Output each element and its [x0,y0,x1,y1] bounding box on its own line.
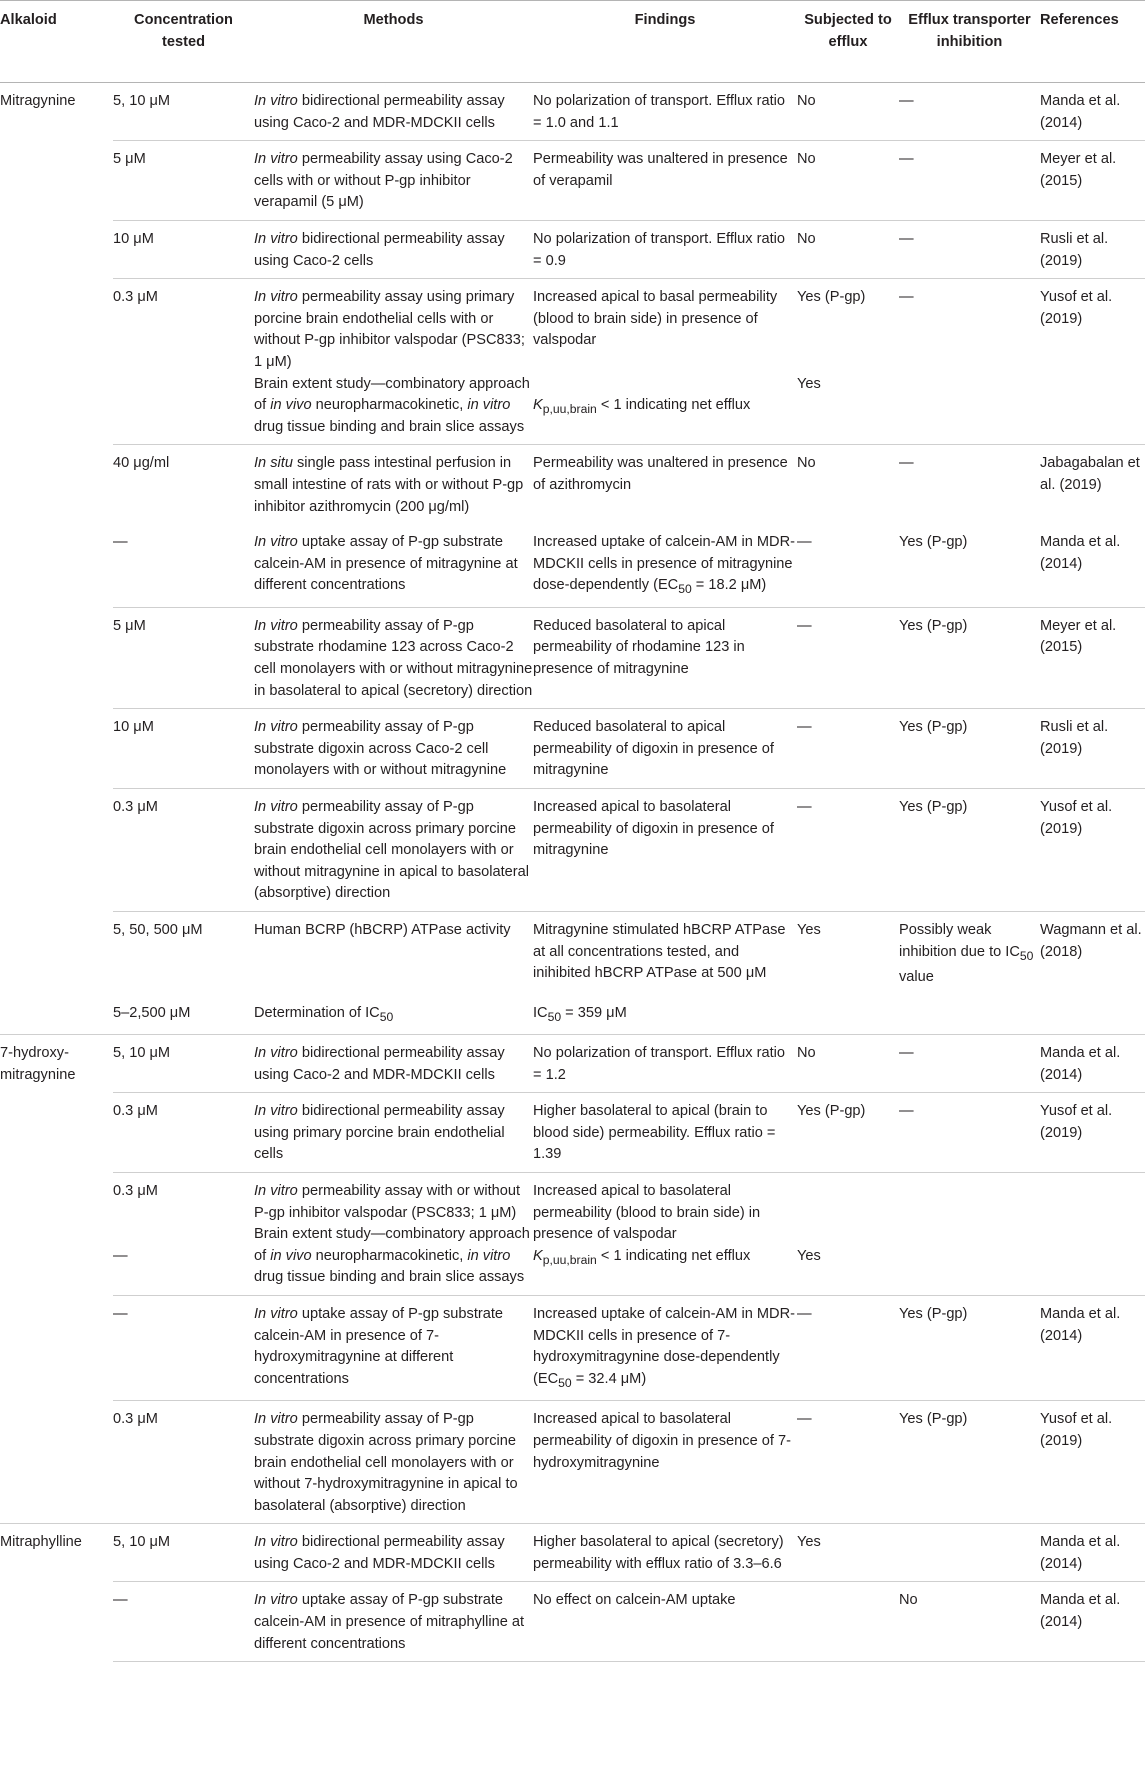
cell-efflux-text: — [797,798,812,815]
cell-efflux-text: — [797,1306,812,1323]
cell-inhibition [899,141,1040,221]
cell-findings [533,1401,797,1524]
cell-efflux-text: Yes [797,921,821,938]
cell-inhibition [899,788,1040,911]
cell-efflux-text: Yes [797,1534,821,1551]
cell-methods-text: In vitro bidirectional permeability assay using Caco-2 and MDR-MDCKII cells [254,93,505,131]
cell-methods-text: In vitro permeability assay with or without P-gp inhibitor valspodar (PSC833; 1 μM) Brain extent study—combinatory approach of in vivo neuropharmacokinetic, in vitro drug tissue binding and brain slice assays [254,1183,530,1286]
cell-alkaloid [0,1093,113,1173]
cell-alkaloid [0,220,113,278]
header-findings: Findings [533,1,797,83]
cell-methods-text: In vitro uptake assay of P-gp substrate calcein-AM in presence of mitraphylline at different concentrations [254,1592,525,1652]
cell-methods-text: In vitro bidirectional permeability assay using Caco-2 cells [254,230,505,269]
cell-findings-text: Increased apical to basal permeability (blood to brain side) in presence of valspodar $K_{p,uu,brain} < 1$ indicating net efflux [533,289,778,417]
cell-methods-text: In vitro permeability assay of P-gp substrate rhodamine 123 across Caco-2 cell monolayers with or without mitragynine in basolateral to apical (secretory) direction [254,617,533,699]
table-row [0,1035,1145,1093]
cell-methods [254,1524,533,1582]
cell-reference-text: Manda et al. (2014) [1040,1534,1121,1572]
cell-findings-text: Reduced basolateral to apical permeability of rhodamine 123 in presence of mitragynine [533,617,745,677]
cell-inhibition-text: No [899,1592,918,1609]
cell-methods-text: Determination of $IC_{50}$ [254,1004,394,1024]
cell-reference [1040,445,1145,524]
cell-reference-text: Meyer et al. (2015) [1040,151,1117,189]
cell-methods [254,1035,533,1093]
cell-inhibition-text: — [899,289,914,306]
cell-findings-text: No polarization of transport. Efflux ratio = 1.2 [533,1045,786,1083]
cell-findings-text: Increased uptake of calcein-AM in MDR-MDCKII cells in presence of mitragynine dose-dependently ($EC_{50} = 18.2$ μM) [533,534,795,597]
cell-concentration-text: 0.3 μM [113,798,158,815]
cell-efflux-text: No [797,1045,816,1062]
cell-alkaloid [0,279,113,445]
cell-alkaloid-text [0,607,113,621]
cell-alkaloid-text [0,1093,113,1107]
cell-efflux [797,1524,899,1582]
cell-reference [1040,911,1145,994]
cell-alkaloid [0,1401,113,1524]
cell-reference-text [1040,1173,1145,1187]
cell-methods [254,607,533,708]
cell-concentration-text: 5 μM [113,151,146,168]
header-concentration: Concentration tested [113,1,254,83]
cell-alkaloid [0,709,113,789]
cell-methods [254,1582,533,1662]
cell-methods-text: In vitro permeability assay of P-gp substrate digoxin across primary porcine brain endothelial cell monolayers with or without mitragynine in apical to basolateral (absorptive) direction [254,798,530,902]
cell-reference-text: Wagmann et al. (2018) [1040,921,1142,960]
cell-alkaloid-text [0,1582,113,1596]
header-efflux: Subjected to efflux [797,1,899,83]
table-row [0,607,1145,708]
cell-reference [1040,1093,1145,1173]
cell-inhibition-text [899,1524,1040,1538]
cell-reference-text: Manda et al. (2014) [1040,1045,1121,1083]
cell-findings-text: Increased uptake of calcein-AM in MDR-MDCKII cells in presence of 7-hydroxymitragynine dose-dependently ($EC_{50} = 32.4$ μM) [533,1306,795,1390]
cell-reference-text: Rusli et al. (2019) [1040,719,1109,757]
cell-methods [254,279,533,445]
cell-efflux-text: Yes [797,1247,821,1264]
cell-findings [533,1173,797,1296]
cell-methods [254,709,533,789]
cell-reference [1040,709,1145,789]
cell-concentration-text: 40 μg/ml [113,455,170,472]
cell-alkaloid-text: Mitraphylline [0,1534,82,1551]
cell-methods-text: Human BCRP (hBCRP) ATPase activity [254,921,511,938]
cell-findings-text: Permeability was unaltered in presence of verapamil [533,151,788,189]
cell-alkaloid-text: 7-hydroxy-mitragynine [0,1045,76,1083]
cell-findings [533,445,797,524]
table-row [0,1173,1145,1296]
cell-concentration [113,1035,254,1093]
cell-efflux [797,1401,899,1524]
cell-methods [254,1296,533,1401]
cell-inhibition-text: Possibly weak inhibition due to $IC_{50}$ value [899,921,1034,985]
table-row [0,995,1145,1035]
cell-efflux-text: Yes (P-gp) Yes [797,289,866,392]
cell-concentration [113,279,254,445]
cell-reference-text: Manda et al. (2014) [1040,93,1121,131]
cell-alkaloid [0,788,113,911]
table-row [0,141,1145,221]
table-row [0,709,1145,789]
cell-methods [254,141,533,221]
cell-efflux [797,788,899,911]
cell-methods-text: In vitro permeability assay using primary porcine brain endothelial cells with or without P-gp inhibitor valspodar (PSC833; 1 μM) Brain extent study—combinatory approach of in vivo neuropharmacokinetic, in vitro drug tissue binding and brain slice assays [254,289,530,435]
cell-concentration-text: 5, 10 μM [113,1045,171,1062]
cell-efflux [797,709,899,789]
cell-alkaloid-text [0,1401,113,1415]
cell-alkaloid [0,524,113,607]
cell-concentration [113,1401,254,1524]
table-row [0,1401,1145,1524]
cell-methods [254,445,533,524]
cell-inhibition-text: — [899,455,914,472]
cell-inhibition-text: Yes (P-gp) [899,1411,968,1428]
cell-concentration [113,524,254,607]
cell-concentration [113,911,254,994]
table-row [0,524,1145,607]
cell-reference [1040,1582,1145,1662]
cell-concentration [113,1093,254,1173]
cell-reference [1040,1401,1145,1524]
cell-reference [1040,1035,1145,1093]
cell-methods [254,83,533,141]
cell-alkaloid-text: Mitragynine [0,93,76,109]
header-inhibition: Efflux transporter inhibition [899,1,1040,83]
cell-efflux-text [797,1582,899,1596]
cell-inhibition [899,1582,1040,1662]
cell-findings [533,1093,797,1173]
cell-methods [254,1173,533,1296]
cell-alkaloid-text [0,445,113,459]
table-header [0,1,1145,83]
cell-findings-text: Increased apical to basolateral permeability (blood to brain side) in presence of valspodar $K_{p,uu,brain} < 1$ indicating net efflux [533,1183,761,1267]
header-row [0,1,1145,83]
cell-concentration-text: 0.3 μM [113,289,158,306]
cell-findings [533,524,797,607]
cell-alkaloid-text [0,1296,113,1310]
cell-inhibition-text [899,995,1040,1009]
cell-efflux-text: No [797,151,816,168]
cell-efflux-text: — [797,1411,812,1428]
cell-methods-text: In vitro permeability assay of P-gp substrate digoxin across primary porcine brain endothelial cell monolayers with or without 7-hydroxymitragynine in apical to basolateral (absorptive) direction [254,1411,518,1514]
cell-findings [533,220,797,278]
cell-findings [533,1035,797,1093]
cell-reference [1040,83,1145,141]
cell-inhibition [899,911,1040,994]
cell-inhibition-text [899,1173,1040,1187]
cell-inhibition-text: Yes (P-gp) [899,534,968,551]
cell-concentration-text: 0.3 μM — [113,1183,158,1264]
header-alkaloid: Alkaloid [0,1,113,83]
cell-findings-text: No polarization of transport. Efflux ratio = 0.9 [533,230,786,269]
cell-concentration [113,141,254,221]
cell-inhibition [899,1296,1040,1401]
cell-concentration-text: 5, 10 μM [113,1534,171,1551]
cell-reference [1040,141,1145,221]
cell-efflux-text: Yes (P-gp) [797,1103,866,1120]
cell-concentration-text: — [113,534,128,551]
cell-methods-text: In vitro bidirectional permeability assay using Caco-2 and MDR-MDCKII cells [254,1045,505,1083]
cell-inhibition [899,445,1040,524]
cell-inhibition [899,995,1040,1035]
cell-findings [533,279,797,445]
cell-alkaloid [0,995,113,1035]
cell-concentration-text: 0.3 μM [113,1103,158,1120]
cell-reference [1040,524,1145,607]
cell-inhibition-text: — [899,93,914,109]
cell-alkaloid [0,1035,113,1093]
cell-concentration-text: 5–2,500 μM [113,1004,191,1021]
table-row [0,279,1145,445]
cell-reference-text: Rusli et al. (2019) [1040,230,1109,269]
table-row [0,445,1145,524]
cell-findings-text: No polarization of transport. Efflux ratio = 1.0 and 1.1 [533,93,786,131]
cell-reference-text: Manda et al. (2014) [1040,1592,1121,1631]
cell-methods [254,1093,533,1173]
cell-methods-text: In vitro bidirectional permeability assay using Caco-2 and MDR-MDCKII cells [254,1534,505,1572]
cell-reference-text: Manda et al. (2014) [1040,534,1121,572]
cell-efflux [797,1093,899,1173]
cell-efflux [797,445,899,524]
cell-concentration-text: 5, 50, 500 μM [113,921,203,938]
cell-efflux [797,524,899,607]
cell-alkaloid-text [0,524,113,538]
cell-alkaloid [0,1582,113,1662]
cell-reference [1040,279,1145,445]
cell-findings [533,607,797,708]
cell-alkaloid-text [0,141,113,155]
cell-alkaloid [0,1296,113,1401]
table-row [0,1582,1145,1662]
cell-efflux [797,220,899,278]
cell-concentration-text: 5 μM [113,617,146,634]
cell-alkaloid [0,1173,113,1296]
cell-findings [533,1524,797,1582]
cell-concentration [113,1582,254,1662]
cell-methods [254,524,533,607]
cell-inhibition [899,1401,1040,1524]
cell-reference-text: Manda et al. (2014) [1040,1306,1121,1344]
cell-efflux [797,1582,899,1662]
cell-concentration [113,788,254,911]
cell-concentration [113,709,254,789]
cell-reference [1040,220,1145,278]
cell-reference [1040,607,1145,708]
table-row [0,911,1145,994]
cell-alkaloid-text [0,220,113,234]
cell-efflux-text: No [797,455,816,472]
cell-reference-text: Jabagabalan et al. (2019) [1040,455,1140,493]
table-row [0,83,1145,141]
cell-findings [533,911,797,994]
cell-efflux-text: — [797,617,812,634]
cell-efflux [797,141,899,221]
cell-concentration-text: 0.3 μM [113,1411,158,1428]
cell-reference [1040,1524,1145,1582]
cell-efflux [797,279,899,445]
cell-alkaloid [0,911,113,994]
cell-efflux-text [797,995,899,1009]
cell-reference [1040,1296,1145,1401]
cell-alkaloid-text [0,709,113,723]
cell-alkaloid [0,445,113,524]
cell-inhibition [899,607,1040,708]
cell-alkaloid-text [0,1173,113,1187]
cell-findings-text: Increased apical to basolateral permeability of digoxin in presence of mitragynine [533,798,774,859]
cell-efflux [797,911,899,994]
cell-inhibition [899,1173,1040,1296]
cell-efflux [797,83,899,141]
cell-methods-text: In vitro bidirectional permeability assay using primary porcine brain endothelial cells [254,1103,505,1163]
cell-methods-text: In vitro permeability assay of P-gp substrate digoxin across Caco-2 cell monolayers with or without mitragynine [254,719,507,779]
cell-efflux-text: — [797,534,812,551]
cell-reference-text: Yusof et al. (2019) [1040,798,1113,837]
cell-methods [254,995,533,1035]
cell-alkaloid-text [0,279,113,293]
cell-concentration [113,1173,254,1296]
cell-methods-text: In vitro uptake assay of P-gp substrate calcein-AM in presence of 7-hydroxymitragynine at different concentrations [254,1306,504,1387]
cell-inhibition [899,524,1040,607]
cell-findings-text: Reduced basolateral to apical permeability of digoxin in presence of mitragynine [533,719,774,779]
cell-efflux-text: — [797,719,812,736]
cell-concentration-text: 10 μM [113,230,154,247]
header-methods: Methods [254,1,533,83]
cell-inhibition [899,83,1040,141]
cell-concentration-text: — [113,1306,128,1323]
cell-findings-text: Higher basolateral to apical (brain to blood side) permeability. Efflux ratio = 1.39 [533,1103,776,1163]
cell-inhibition-text: — [899,230,914,247]
cell-alkaloid-text [0,788,113,802]
cell-methods [254,1401,533,1524]
cell-findings-text: Increased apical to basolateral permeability of digoxin in presence of 7-hydroxymitragynine [533,1411,791,1471]
table-row [0,1093,1145,1173]
cell-inhibition-text: Yes (P-gp) [899,617,968,634]
cell-findings [533,83,797,141]
cell-findings-text: Mitragynine stimulated hBCRP ATPase at all concentrations tested, and inihibited hBCRP ATPase at 500 μM [533,921,786,982]
cell-methods [254,788,533,911]
cell-concentration [113,995,254,1035]
cell-reference [1040,995,1145,1035]
table-row [0,1524,1145,1582]
cell-concentration-text: 10 μM [113,719,154,736]
cell-concentration [113,1524,254,1582]
cell-findings [533,788,797,911]
cell-inhibition [899,220,1040,278]
cell-concentration-text: 5, 10 μM [113,93,171,109]
cell-inhibition-text: Yes (P-gp) [899,1306,968,1323]
cell-findings-text: No effect on calcein-AM uptake [533,1592,736,1609]
cell-inhibition [899,709,1040,789]
cell-concentration [113,220,254,278]
cell-reference-text: Meyer et al. (2015) [1040,617,1117,656]
cell-findings-text: Permeability was unaltered in presence of azithromycin [533,455,788,493]
cell-methods [254,911,533,994]
table-row [0,220,1145,278]
cell-inhibition-text: — [899,151,914,168]
cell-reference-text [1040,995,1145,1009]
cell-findings [533,141,797,221]
cell-efflux [797,1035,899,1093]
cell-concentration [113,1296,254,1401]
cell-inhibition-text: Yes (P-gp) [899,798,968,815]
cell-findings [533,1296,797,1401]
cell-inhibition-text: Yes (P-gp) [899,719,968,736]
cell-methods-text: In vitro permeability assay using Caco-2 cells with or without P-gp inhibitor verapamil (5 μM) [254,151,513,211]
cell-reference-text: Yusof et al. (2019) [1040,289,1113,327]
cell-concentration [113,83,254,141]
cell-efflux-text: No [797,93,816,109]
cell-findings-text: Higher basolateral to apical (secretory) permeability with efflux ratio of 3.3–6.6 [533,1534,784,1572]
header-references: References [1040,1,1145,83]
table-body [0,83,1145,1662]
cell-reference [1040,1173,1145,1296]
cell-findings [533,709,797,789]
cell-efflux [797,607,899,708]
cell-efflux [797,1173,899,1296]
cell-inhibition-text: — [899,1045,914,1062]
cell-inhibition [899,1524,1040,1582]
cell-methods-text: In vitro uptake assay of P-gp substrate calcein-AM in presence of mitragynine at different concentrations [254,534,518,594]
cell-methods-text: In situ single pass intestinal perfusion in small intestine of rats with or without P-gp inhibitor azithromycin (200 μg/ml) [254,455,524,515]
cell-alkaloid [0,83,113,141]
cell-reference-text: Yusof et al. (2019) [1040,1103,1113,1141]
cell-efflux [797,1296,899,1401]
cell-findings [533,995,797,1035]
cell-reference-text: Yusof et al. (2019) [1040,1411,1113,1449]
cell-concentration [113,607,254,708]
cell-findings-text: $IC_{50} = 359$ μM [533,1004,627,1024]
cell-alkaloid [0,607,113,708]
cell-alkaloid [0,141,113,221]
cell-concentration [113,445,254,524]
cell-alkaloid-text [0,995,113,1009]
cell-inhibition [899,1093,1040,1173]
table-row [0,788,1145,911]
cell-efflux [797,995,899,1035]
cell-alkaloid [0,1524,113,1582]
cell-reference [1040,788,1145,911]
cell-alkaloid-text [0,911,113,925]
cell-findings [533,1582,797,1662]
cell-inhibition-text: — [899,1103,914,1120]
cell-inhibition [899,1035,1040,1093]
table-row [0,1296,1145,1401]
cell-concentration-text: — [113,1592,128,1609]
cell-efflux-text: No [797,230,816,247]
cell-inhibition [899,279,1040,445]
cell-methods [254,220,533,278]
